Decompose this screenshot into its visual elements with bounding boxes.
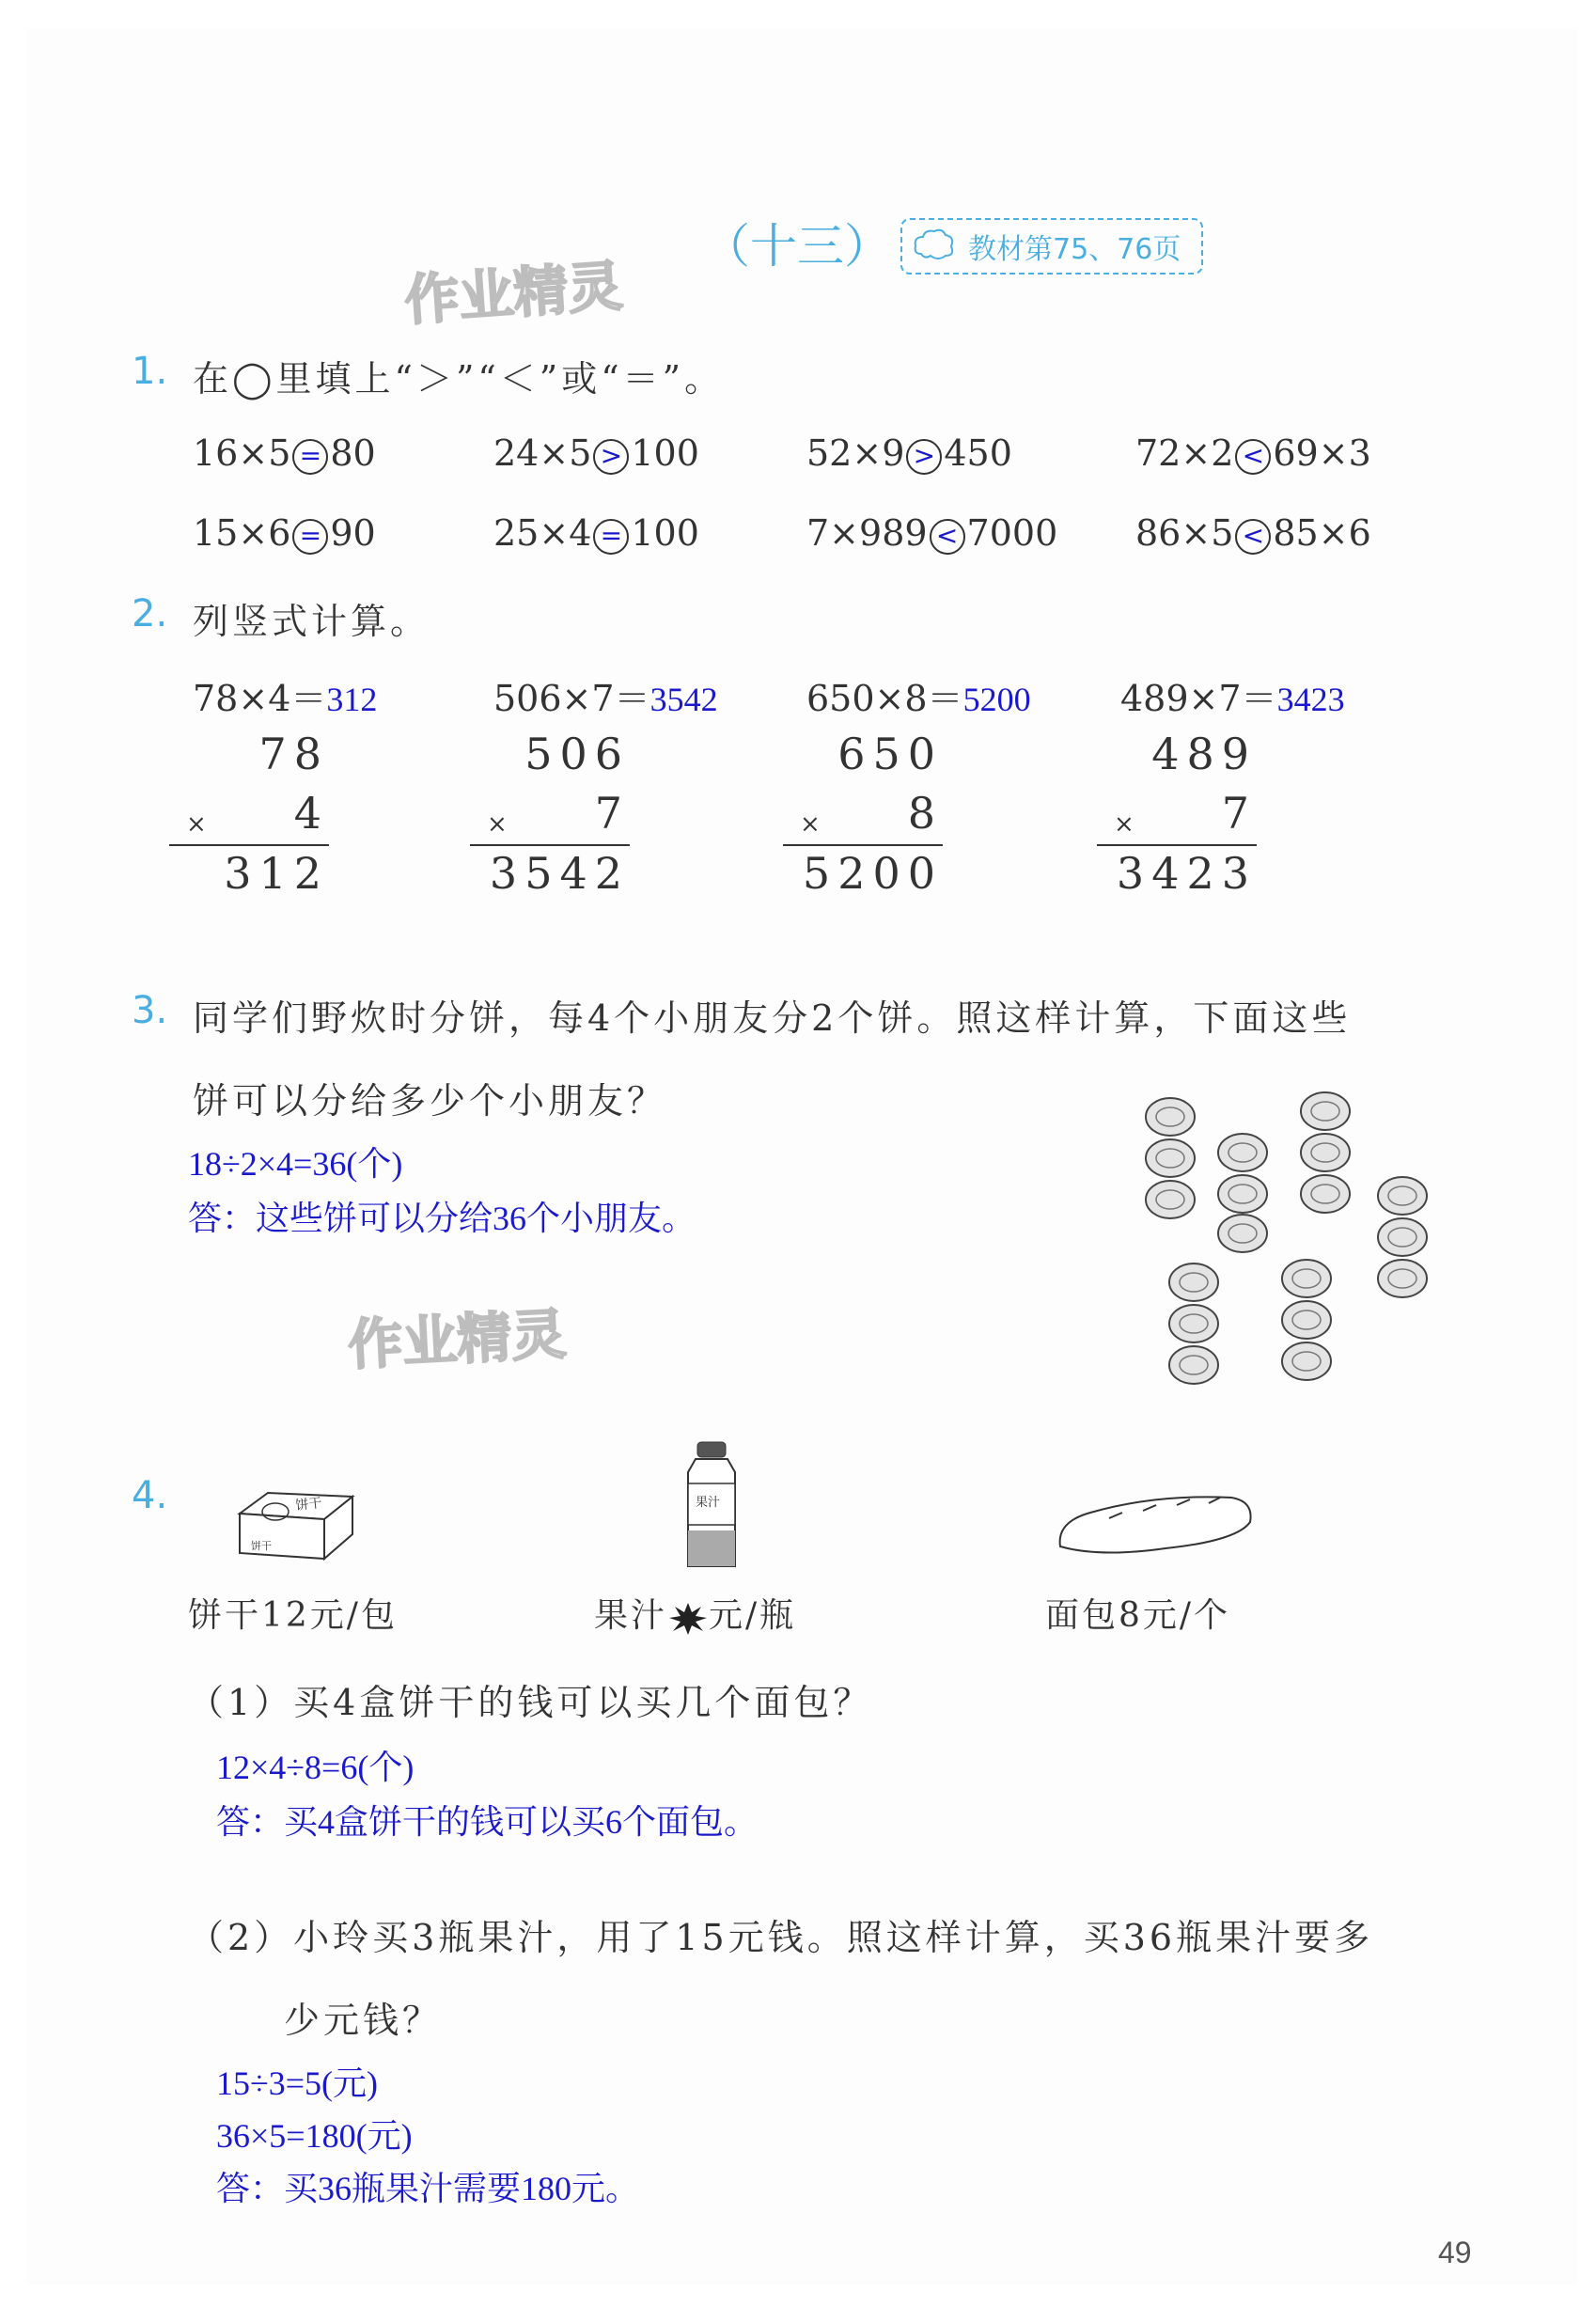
biscuit-price: 饼干12元/包 [188, 1596, 398, 1635]
comparison-right: 7000 [966, 512, 1058, 554]
vertical-rule [470, 844, 630, 846]
comparison-symbol-circle[interactable]: = [292, 439, 328, 475]
watermark: 作业精灵 [402, 253, 625, 333]
cookie-icon [1218, 1215, 1267, 1252]
cookie-icon [1301, 1092, 1350, 1130]
calc-expr-text: 489×7＝ [1120, 678, 1277, 719]
q1-number: 1. [132, 350, 168, 393]
juice-bottle-icon [679, 1440, 744, 1572]
q3-answer-text: 答：这些饼可以分给36个小朋友。 [188, 1200, 696, 1237]
times-sign: × [1114, 810, 1134, 839]
comparison-left: 25×4 [493, 512, 592, 554]
q4-number: 4. [132, 1474, 168, 1517]
q4-sub2-line2: 少元钱？ [284, 2000, 443, 2041]
comparison-item [493, 512, 699, 555]
q2-number: 2. [132, 592, 168, 636]
watermark-2: 作业精灵 [346, 1301, 568, 1378]
cookie-icon [1146, 1139, 1195, 1177]
q2-prompt: 列竖式计算。 [193, 601, 430, 642]
vertical-multiplier: 7 [594, 788, 630, 839]
calc-expr-text: 506×7＝ [493, 678, 650, 719]
vertical-top-number: 78 [258, 729, 329, 779]
calc-answer[interactable]: 312 [326, 681, 378, 718]
comparison-left: 72×2 [1135, 432, 1234, 474]
cookie-icon [1282, 1301, 1331, 1339]
q4-sub1-calc: 12×4÷8=6(个) [216, 1749, 415, 1786]
calc-expression [493, 669, 718, 721]
q3-line2: 饼可以分给多少个小朋友？ [193, 1080, 667, 1122]
comparison-item [1135, 432, 1371, 475]
calc-expr-text: 78×4＝ [193, 678, 327, 719]
cloud-icon [912, 226, 955, 263]
vertical-multiplier: 7 [1221, 788, 1257, 839]
cookie-icon [1301, 1134, 1350, 1171]
ink-blot-icon [667, 1601, 709, 1635]
svg-text:饼干: 饼干 [251, 1540, 272, 1552]
times-sign: × [186, 810, 207, 839]
juice-unit: 元/瓶 [709, 1596, 797, 1635]
q3-number: 3. [132, 989, 168, 1032]
vertical-multiplier: 8 [907, 788, 943, 839]
comparison-right: 80 [330, 432, 376, 474]
cookie-icon [1282, 1342, 1331, 1380]
cookie-icon [1169, 1263, 1218, 1301]
calc-answer[interactable]: 3542 [649, 681, 718, 718]
comparison-item [1135, 512, 1371, 555]
comparison-item [193, 432, 376, 475]
vertical-top-number: 506 [524, 729, 630, 779]
cookie-icon [1218, 1175, 1267, 1213]
calc-answer[interactable]: 5200 [962, 681, 1031, 718]
comparison-symbol-circle[interactable]: < [1235, 519, 1271, 555]
q3-answer-calc: 18÷2×4=36(个) [188, 1145, 403, 1183]
page-number: 49 [1438, 2236, 1472, 2269]
cookie-icon [1282, 1260, 1331, 1297]
q4-sub2-calc2: 36×5=180(元) [216, 2117, 413, 2155]
vertical-top-number: 489 [1151, 729, 1257, 779]
vertical-top-number: 650 [837, 729, 943, 779]
comparison-right: 100 [631, 512, 699, 554]
comparison-symbol-circle[interactable]: > [906, 439, 942, 475]
q1-prompt: 在◯里填上“＞”“＜”或“＝”。 [193, 358, 725, 400]
comparison-left: 15×6 [193, 512, 291, 554]
q4-sub2-line1: （2）小玲买3瓶果汁，用了15元钱。照这样计算，买36瓶果汁要多 [188, 1917, 1374, 1958]
svg-text:饼干: 饼干 [294, 1496, 323, 1514]
textbook-ref [900, 218, 1203, 275]
cookies-illustration [1128, 1081, 1466, 1420]
comparison-item [806, 512, 1057, 555]
comparison-right: 450 [944, 432, 1012, 474]
comparison-symbol-circle[interactable]: < [930, 519, 965, 555]
vertical-multiplier: 4 [293, 788, 329, 839]
calc-expression [193, 669, 377, 721]
vertical-result: 3542 [489, 848, 630, 899]
times-sign: × [800, 810, 821, 839]
vertical-rule [1097, 844, 1257, 846]
comparison-left: 7×989 [806, 512, 928, 554]
comparison-right: 90 [330, 512, 376, 554]
cookie-icon [1378, 1218, 1427, 1256]
cookie-icon [1378, 1177, 1427, 1215]
calc-expression [1120, 669, 1345, 721]
comparison-left: 16×5 [193, 432, 291, 474]
textbook-ref-text: 教材第75、76页 [968, 233, 1181, 266]
q4-sub2-calc1: 15÷3=5(元) [216, 2064, 379, 2102]
juice-price [594, 1589, 796, 1637]
cookie-icon [1218, 1134, 1267, 1171]
juice-label: 果汁 [594, 1596, 668, 1635]
vertical-result: 3423 [1116, 848, 1257, 899]
q4-sub1-answer: 答：买4盒饼干的钱可以买6个面包。 [216, 1803, 759, 1841]
svg-text:果汁: 果汁 [696, 1496, 721, 1510]
comparison-right: 85×6 [1273, 512, 1371, 554]
comparison-symbol-circle[interactable]: = [292, 519, 328, 555]
vertical-rule [783, 844, 943, 846]
comparison-item [806, 432, 1012, 475]
comparison-left: 52×9 [806, 432, 905, 474]
cookie-icon [1146, 1098, 1195, 1136]
comparison-item [193, 512, 376, 555]
comparison-symbol-circle[interactable]: = [593, 519, 629, 555]
bread-price: 面包8元/个 [1045, 1596, 1231, 1635]
vertical-result: 312 [224, 848, 329, 899]
q4-sub1-question: （1）买4盒饼干的钱可以买几个面包？ [188, 1682, 873, 1723]
comparison-right: 69×3 [1273, 432, 1371, 474]
cookie-icon [1146, 1181, 1195, 1218]
comparison-left: 24×5 [493, 432, 592, 474]
calc-expr-text: 650×8＝ [806, 678, 963, 719]
q4-sub2-answer: 答：买36瓶果汁需要180元。 [216, 2170, 640, 2207]
vertical-rule [169, 844, 329, 846]
comparison-symbol-circle[interactable]: > [593, 439, 629, 475]
comparison-right: 100 [631, 432, 699, 474]
q3-line1: 同学们野炊时分饼，每4个小朋友分2个饼。照这样计算，下面这些 [193, 997, 1352, 1039]
bread-icon [1053, 1481, 1260, 1565]
times-sign: × [487, 810, 508, 839]
biscuit-box-icon [230, 1476, 362, 1570]
vertical-result: 5200 [802, 848, 943, 899]
cookie-icon [1169, 1305, 1218, 1342]
comparison-left: 86×5 [1135, 512, 1234, 554]
calc-expression [806, 669, 1031, 721]
cookie-icon [1301, 1175, 1350, 1213]
section-title: （十三） [703, 219, 891, 274]
cookie-icon [1378, 1260, 1427, 1297]
cookie-icon [1169, 1346, 1218, 1384]
calc-answer[interactable]: 3423 [1276, 681, 1345, 718]
comparison-symbol-circle[interactable]: < [1235, 439, 1271, 475]
comparison-item [493, 432, 699, 475]
